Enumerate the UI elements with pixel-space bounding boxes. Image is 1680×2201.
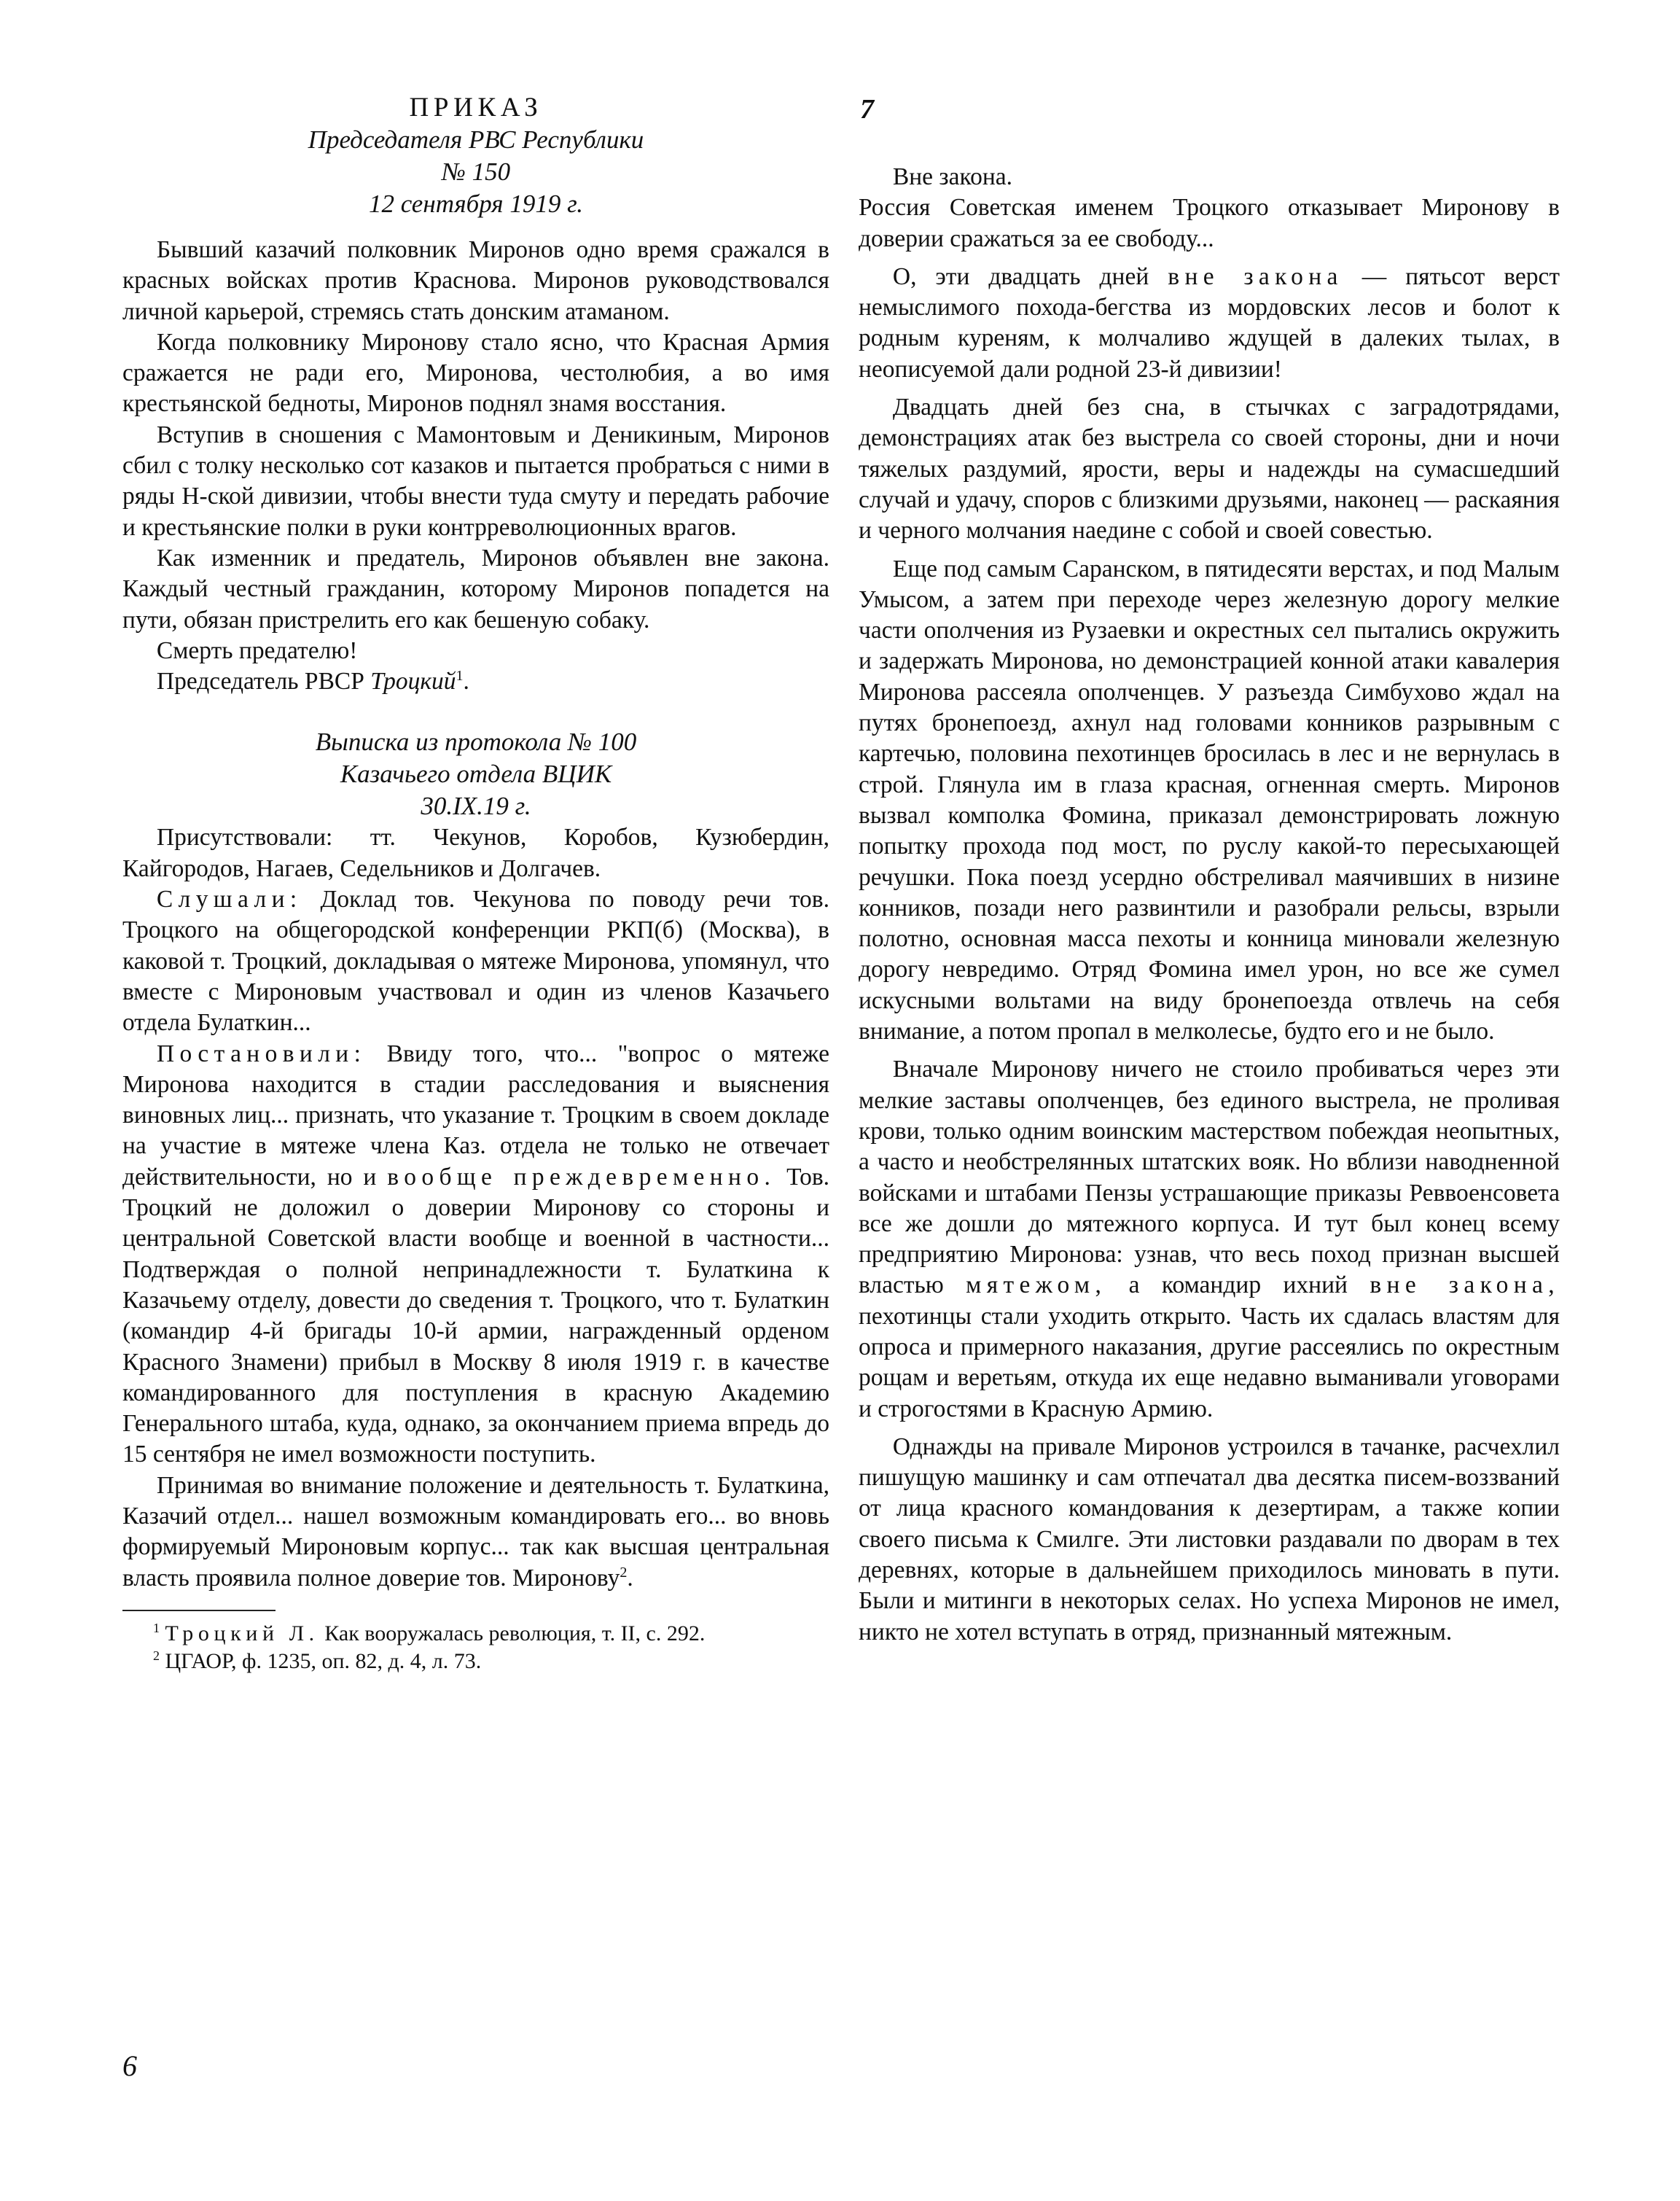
order-title: ПРИКАЗ <box>409 93 543 122</box>
text-paragraph: Однажды на привале Миронов устроился в тачанке, расчехлил пишущую машинку и сам отпечатал два десятка писем-воззваний от лица красного командования к дезертирам, а также копии своего письма к Смилге. Эти листовки раздавали по дворам в тех деревнях, которые в дальнейшем приходилось миновать в пути. Были и митинги в некоторых селах. Но успеха Миронов не имел, никто не хотел вступать в отряд, признанный мятежным. <box>859 1433 1560 1645</box>
text-paragraph: О, эти двадцать дней вне закона — пятьсот верст немыслимого похода-бегства из мордовских лесов и болот к родным куреням, к молчаливо ждущей в далеких тылах, в неописуемой дали родной 23-й дивизии! <box>859 262 1560 383</box>
protocol-heading: Выписка из протокола № 100 <box>315 728 637 757</box>
text-paragraph: Двадцать дней без сна, в стычках с заградотрядами, демонстрациях атак без выстрела со своей стороны, дни и ночи тяжелых раздумий, ярости, веры и надежды на сумасшедший случай и удачу, споров с близкими друзьями, наконец — раскаяния и черного молчания наедине с собой и своей совестью. <box>859 394 1560 545</box>
footnote-ref: 1 <box>456 668 464 684</box>
right-column <box>859 162 1560 1648</box>
corner-mark: 7 <box>860 94 874 125</box>
left-column <box>122 86 829 1675</box>
footnote: $^1$ Троцкий Л. Как вооружалась революция, т. II, с. 292. <box>153 1620 706 1645</box>
text-paragraph: Еще под самым Саранском, в пятидесяти верстах, и под Малым Умысом, а затем при переходе через железную дорогу мелкие части ополчения из Рузаевки и окрестных сел пытались окружить и задержать Миронова, но демонстрацией конной атаки кавалерия Миронова рассеяла ополченцев. У разъезда Симбухово ждал на путях бронепоезд, ахнул над головами конников разрывным с картечью, половина пехотинцев бросилась в лес и не вернулась в строй. Глянула им в глаза красная, огненная смерть. Миронов вызвал комполка Фомина, приказал демонстрировать ложную попытку прохода под мост, по руслу какой-то пересыхающей речушки. Пока поезд усердно обстреливал маячивших в низине конников, позади него развинтили и разобрали рельсы, взрыли полотно, основная масса пехоты и конница миновали железную дорогу невредимо. Отряд Фомина имел урон, но все же сумел искусными вольтами на виду бронепоезда отвлечь на себя внимание, а потом пропал в мелколесье, будто его и не было. <box>859 555 1560 1045</box>
protocol-resolved: Постановили: Ввиду того, что... "вопрос о мятеже Миронова находится в стадии расследования и выяснения виновных лиц... признать, что указание т. Троцким в своем докладе на участие в мятеже члена Каз. отдела не только не отвечает действительности, но и вообще преждевременно. Тов. Троцкий не доложил о доверии Миронову со стороны и центральной Советской власти вообще и военной в частности... Подтверждая о полной непринадлежности т. Булаткина к Казачьему отделу, довести до сведения т. Троцкого, что т. Булаткин (командир 4-й бригады 10-й армии, награжденный орденом Красного Знамени) прибыл в Москву 8 июля 1919 г. в качестве командированного для поступления в красную Академию Генерального штаба, куда, однако, за окончанием приема впредь до 15 сентября не имел возможности поступить. <box>122 1040 830 1468</box>
order-paragraph: Бывший казачий полковник Миронов одно время сражался в красных войсках против Краснова. Миронов руководствовался личной карьерой, стремясь стать донским атаманом. <box>122 236 829 325</box>
protocol-date: 30.IX.19 г. <box>421 792 531 821</box>
footnote-divider <box>122 1610 276 1611</box>
protocol-present: Присутствовали: тт. Чекунов, Коробов, Кузюбердин, Кайгородов, Нагаев, Седельников и Долгачев. <box>122 824 829 882</box>
text-paragraph: Вначале Миронову ничего не стоило пробиваться через эти мелкие заставы ополченцев, без единого выстрела, не проливая крови, только одним воинским мастерством побеждая неопытных, а часто и необстрелянных штатских вояк. Но вблизи наводненной войсками и штабами Пензы устрашающие приказы Реввоенсовета все же дошли до мятежного корпуса. И тут был конец всему предприятию Миронова: узнав, что весь поход признан высшей властью мятежом, а командир ихний вне закона, пехотинцы стали уходить открыто. Часть их сдалась властям для опроса и примерного наказания, другие рассеялись по окрестным рощам и веретьям, откуда их еще недавно выманивали уговорами и строгостями в Красную Армию. <box>859 1056 1560 1422</box>
footnotes <box>122 1620 829 1675</box>
protocol-accepting: Принимая во внимание положение и деятельность т. Булаткина, Казачий отдел... нашел возможным командировать его... во вновь формируемый Мироновым корпус... так как высшая центральная власть проявила полное доверие тов. Миронову$^2$. <box>122 1471 829 1592</box>
signature-name: Троцкий <box>370 668 456 696</box>
order-signature: Председатель РВСР Троцкий$^1$. <box>156 668 469 696</box>
page-number: 6 <box>122 2049 137 2082</box>
text-paragraph: Россия Советская именем Троцкого отказывает Миронову в доверии сражаться за ее свободу... <box>859 194 1560 252</box>
protocol-heading: Казачьего отдела ВЦИК <box>340 760 612 789</box>
footnote-ref: 2 <box>620 1564 628 1581</box>
protocol-heard: Слушали: Доклад тов. Чекунова по поводу речи тов. Троцкого на общегородской конференции РКП(б) (Москва), в каковой т. Троцкий, докладывая о мятеже Миронова, упомянул, что вместе с Мироновым участвовал и один из членов Казачьего отдела Булаткин... <box>122 886 829 1037</box>
order-subtitle: Председателя РВС Республики <box>308 125 644 154</box>
order-paragraph: Когда полковнику Миронову стало ясно, что Красная Армия сражается не ради его, Миронова, честолюбия, а во имя крестьянской бедноты, Миронов поднял знамя восстания. <box>122 328 829 418</box>
order-date: 12 сентября 1919 г. <box>368 190 584 218</box>
order-paragraph: Как изменник и предатель, Миронов объявлен вне закона. Каждый честный гражданин, которому Миронов попадется на пути, обязан пристрелить его как бешеную собаку. <box>122 544 829 634</box>
order-number: № 150 <box>441 157 511 186</box>
order-paragraph: Вступив в сношения с Мамонтовым и Деникиным, Миронов сбил с толку несколько сот казаков и пытается пробраться с ними в ряды Н-ской дивизии, чтобы внести туда смуту и передать рабочие и крестьянские полки в руки контрреволюционных врагов. <box>122 421 829 541</box>
footnote: $^2$ ЦГАОР, ф. 1235, оп. 82, д. 4, л. 73. <box>153 1648 482 1673</box>
text-paragraph: Вне закона. <box>892 163 1013 190</box>
order-paragraph: Смерть предателю! <box>156 636 358 664</box>
